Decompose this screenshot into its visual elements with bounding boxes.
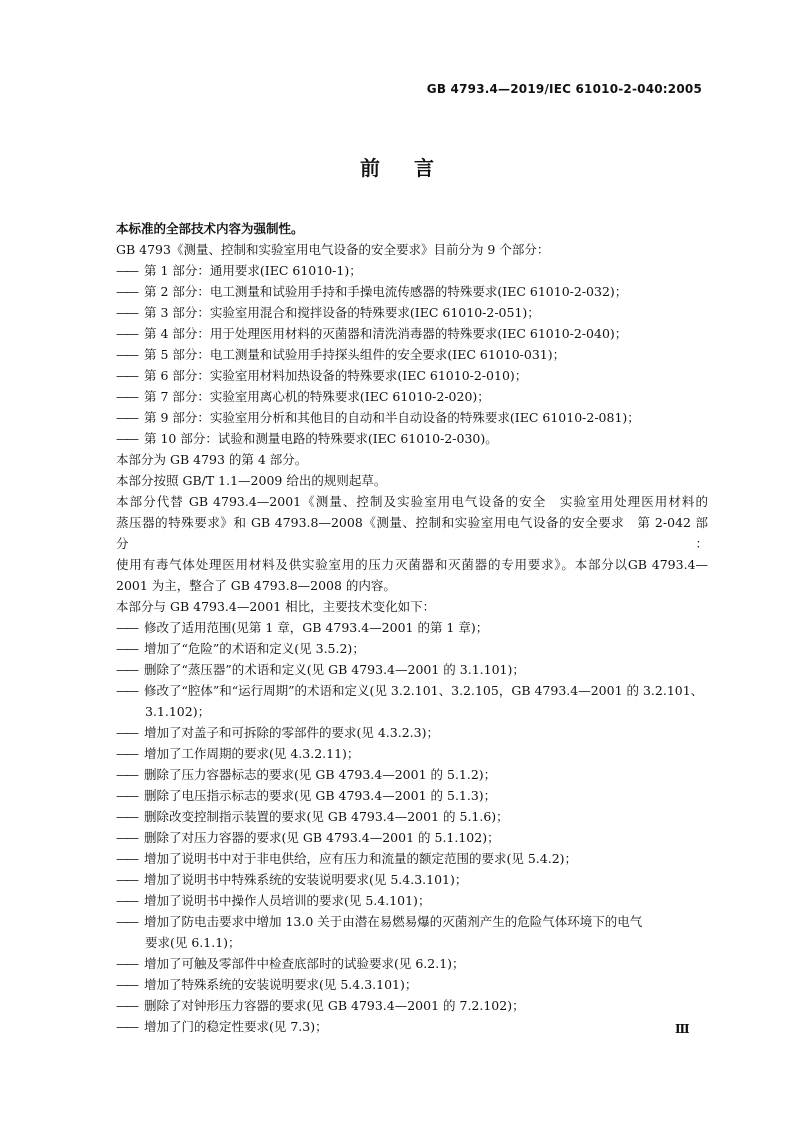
part-statement: 本部分为 GB 4793 的第 4 部分。 (116, 452, 308, 467)
list-item (116, 869, 708, 890)
drafting-rules-statement: 本部分按照 GB/T 1.1—2009 给出的规则起草。 (116, 473, 387, 488)
item-text: 第 1 部分：通用要求(IEC 61010-1)； (144, 263, 362, 278)
item-text: 修改了适用范围(见第 1 章，GB 4793.4—2001 的第 1 章)； (144, 620, 489, 635)
item-text: 增加了说明书中操作人员培训的要求(见 5.4.101)； (144, 893, 431, 908)
list-item (116, 974, 708, 995)
list-item (116, 743, 708, 764)
paragraph-line: 2001 为主，整合了 GB 4793.8—2008 的内容。 (116, 578, 396, 593)
list-item (116, 1016, 708, 1037)
dash-marker: —— (116, 410, 137, 425)
list-item (116, 386, 708, 407)
dash-marker: —— (116, 305, 137, 320)
dash-marker: —— (116, 914, 137, 929)
item-text: 增加了特殊系统的安装说明要求(见 5.4.3.101)； (144, 977, 418, 992)
item-text: 第 3 部分：实验室用混合和搅拌设备的特殊要求(IEC 61010-2-051)； (144, 305, 540, 320)
list-item (116, 638, 708, 659)
list-item (116, 281, 708, 302)
dash-marker: —— (116, 977, 137, 992)
dash-marker: —— (116, 431, 137, 446)
series-intro: GB 4793《测量、控制和实验室用电气设备的安全要求》目前分为 9 个部分： (116, 242, 550, 257)
dash-marker: —— (116, 851, 137, 866)
list-item-continuation: 要求(见 6.1.1)； (145, 935, 241, 950)
list-item (116, 344, 708, 365)
dash-marker: —— (116, 662, 137, 677)
item-text: 第 7 部分：实验室用离心机的特殊要求(IEC 61010-2-020)； (144, 389, 490, 404)
item-text: 增加了“危险”的术语和定义(见 3.5.2)； (144, 641, 365, 656)
item-text: 增加了对盖子和可拆除的零部件的要求(见 4.3.2.3)； (144, 725, 439, 740)
list-item (116, 659, 708, 680)
changes-intro: 本部分与 GB 4793.4—2001 相比，主要技术变化如下： (116, 599, 436, 614)
list-item (116, 617, 708, 638)
list-item (116, 995, 708, 1016)
list-item (116, 428, 708, 449)
page-number: Ⅲ (675, 1022, 690, 1036)
dash-marker: —— (116, 830, 137, 845)
item-text: 第 6 部分：实验室用材料加热设备的特殊要求(IEC 61010-2-010)； (144, 368, 528, 383)
item-text: 第 5 部分：电工测量和试验用手持探头组件的安全要求(IEC 61010-031)； (144, 347, 566, 362)
list-item (116, 953, 708, 974)
list-item (116, 323, 708, 344)
list-item (116, 365, 708, 386)
item-text: 增加了工作周期的要求(见 4.3.2.11)； (144, 746, 360, 761)
dash-marker: —— (116, 683, 137, 698)
item-text: 删除了对压力容器的要求(见 GB 4793.4—2001 的 5.1.102)； (144, 830, 500, 845)
list-item (116, 302, 708, 323)
item-text: 删除了压力容器标志的要求(见 GB 4793.4—2001 的 5.1.2)； (144, 767, 497, 782)
item-text: 修改了“腔体”和“运行周期”的术语和定义(见 3.2.101、3.2.105，GB 4793.4—2001 的 3.2.101、 (144, 683, 704, 698)
paragraph-line: 使用有毒气体处理医用材料及供实验室用的压力灭菌器和灭菌器的专用要求》。本部分以GB 4793.4— (116, 557, 708, 572)
list-item (116, 260, 708, 281)
standard-code-header: GB 4793.4—2019/IEC 61010-2-040:2005 (426, 82, 702, 96)
dash-marker: —— (116, 725, 137, 740)
list-item (116, 911, 708, 932)
list-item (116, 407, 708, 428)
item-text: 增加了防电击要求中增加 13.0 关于由潜在易燃易爆的灭菌剂产生的危险气体环境下的电气 (144, 914, 643, 929)
list-item (116, 722, 708, 743)
list-item (116, 806, 708, 827)
parts-list (116, 260, 708, 449)
changes-list (116, 617, 708, 1037)
item-text: 第 4 部分：用于处理医用材料的灭菌器和清洗消毒器的特殊要求(IEC 61010-2-040)； (144, 326, 628, 341)
dash-marker: —— (116, 872, 137, 887)
list-item (116, 890, 708, 911)
dash-marker: —— (116, 326, 137, 341)
dash-marker: —— (116, 641, 137, 656)
dash-marker: —— (116, 1019, 137, 1034)
paragraph-line: 本部分代替 GB 4793.4—2001《测量、控制及实验室用电气设备的安全 实验室用处理医用材料的 (116, 494, 708, 509)
mandatory-statement: 本标准的全部技术内容为强制性。 (116, 221, 304, 236)
dash-marker: —— (116, 956, 137, 971)
dash-marker: —— (116, 767, 137, 782)
item-text: 增加了说明书中特殊系统的安装说明要求(见 5.4.3.101)； (144, 872, 468, 887)
item-text: 删除了电压指示标志的要求(见 GB 4793.4—2001 的 5.1.3)； (144, 788, 497, 803)
dash-marker: —— (116, 746, 137, 761)
item-text: 第 9 部分：实验室用分析和其他目的自动和半自动设备的特殊要求(IEC 61010-2-081)； (144, 410, 640, 425)
dash-marker: —— (116, 284, 137, 299)
item-text: 删除改变控制指示装置的要求(见 GB 4793.4—2001 的 5.1.6)； (144, 809, 509, 824)
item-text: 删除了对钟形压力容器的要求(见 GB 4793.4—2001 的 7.2.102)； (144, 998, 525, 1013)
dash-marker: —— (116, 368, 137, 383)
list-item (116, 827, 708, 848)
dash-marker: —— (116, 998, 137, 1013)
item-text: 增加了说明书中对于非电供给，应有压力和流量的额定范围的要求(见 5.4.2)； (144, 851, 578, 866)
dash-marker: —— (116, 263, 137, 278)
dash-marker: —— (116, 620, 137, 635)
list-item (116, 764, 708, 785)
list-item-continuation: 3.1.102)； (145, 704, 211, 719)
dash-marker: —— (116, 809, 137, 824)
dash-marker: —— (116, 389, 137, 404)
page-title: 前言 (360, 156, 468, 180)
replacement-paragraph (116, 491, 708, 596)
paragraph-line: 蒸压器的特殊要求》和 GB 4793.8—2008《测量、控制和实验室用电气设备的安全要求 第 2-042 部分： (116, 515, 708, 551)
foreword-body (116, 218, 708, 1037)
item-text: 第 10 部分：试验和测量电路的特殊要求(IEC 61010-2-030)。 (144, 431, 498, 446)
item-text: 增加了门的稳定性要求(见 7.3)； (144, 1019, 328, 1034)
dash-marker: —— (116, 347, 137, 362)
item-text: 第 2 部分：电工测量和试验用手持和手操电流传感器的特殊要求(IEC 61010-2-032)； (144, 284, 628, 299)
item-text: 增加了可触及零部件中检查底部时的试验要求(见 6.2.1)； (144, 956, 465, 971)
list-item (116, 680, 708, 701)
dash-marker: —— (116, 893, 137, 908)
dash-marker: —— (116, 788, 137, 803)
list-item (116, 848, 708, 869)
list-item (116, 785, 708, 806)
item-text: 删除了“蒸压器”的术语和定义(见 GB 4793.4—2001 的 3.1.101)； (144, 662, 525, 677)
